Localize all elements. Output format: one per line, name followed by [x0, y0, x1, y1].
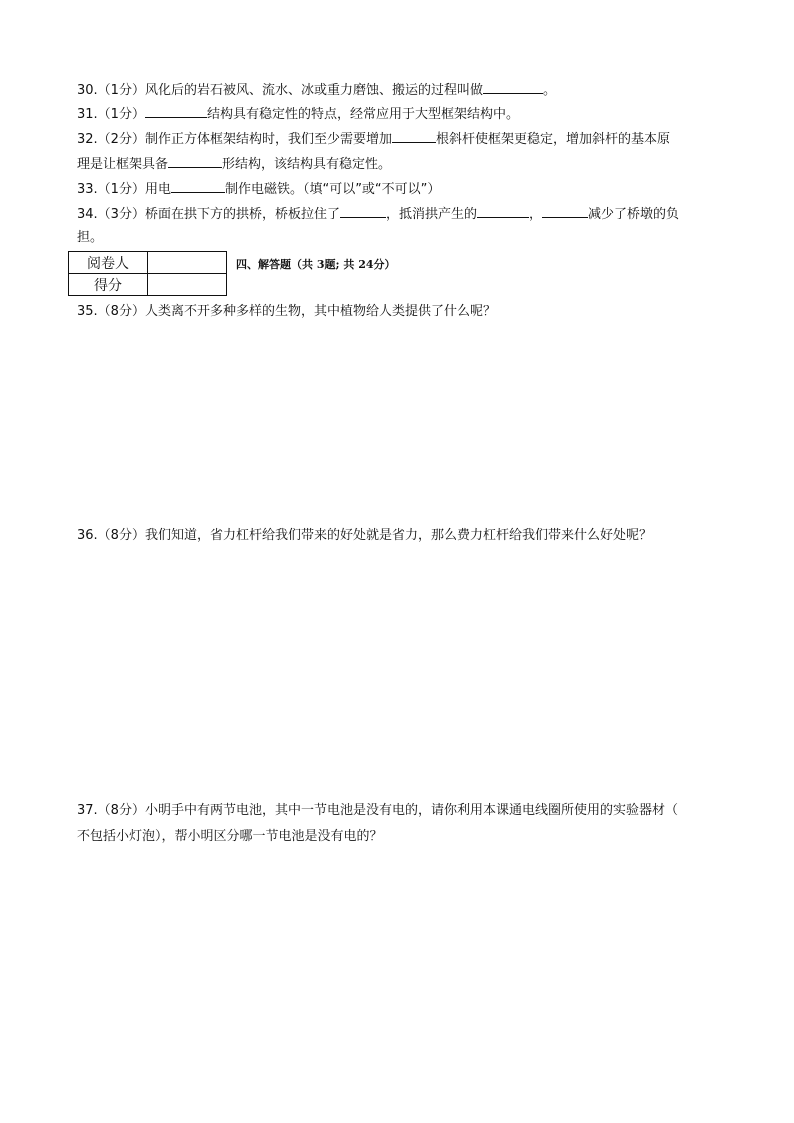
question-34-text-e: 担。 — [77, 230, 104, 245]
score-table-row — [69, 274, 227, 296]
question-33 — [77, 178, 440, 200]
question-30-text: 30.（1分）风化后的岩石被风、流水、冰或重力磨蚀、搬运的过程叫做 — [77, 83, 483, 98]
answer-area-36[interactable] — [77, 550, 717, 790]
answer-blank-30[interactable] — [483, 79, 543, 94]
score-table-row — [69, 252, 227, 274]
question-32-text-a: 32.（2分）制作正方体框架结构时，我们至少需要增加 — [77, 132, 392, 147]
question-34-text-b: ，抵消拱产生的 — [385, 207, 477, 222]
question-33-text-a: 33.（1分）用电 — [77, 182, 171, 197]
answer-blank-33[interactable] — [171, 178, 225, 193]
question-33-text-b: 制作电磁铁。（填“可以”或“不可以”） — [224, 182, 441, 197]
question-32-line1 — [77, 128, 670, 150]
question-34-text-c: ， — [528, 207, 542, 222]
question-37-line2: 不包括小灯泡），帮小明区分哪一节电池是没有电的？ — [77, 829, 383, 844]
grader-label: 阅卷人 — [69, 252, 148, 274]
question-32-line2 — [77, 153, 391, 175]
question-32-text-b: 根斜杆使框架更稳定，增加斜杆的基本原 — [435, 132, 670, 147]
score-cell[interactable] — [148, 274, 227, 296]
question-30-end: 。 — [542, 83, 556, 98]
question-32-text-c: 理是让框架具备 — [77, 157, 169, 172]
answer-blank-34b[interactable] — [477, 203, 529, 218]
score-label: 得分 — [69, 274, 148, 296]
question-34-line1 — [77, 203, 679, 225]
question-31 — [77, 103, 519, 125]
question-36: 36.（8分）我们知道，省力杠杆给我们带来的好处就是省力，那么费力杠杆给我们带来什么好处呢？ — [77, 528, 652, 543]
question-31-text: 结构具有稳定性的特点，经常应用于大型框架结构中。 — [206, 107, 519, 122]
answer-area-35[interactable] — [77, 326, 717, 516]
grader-cell[interactable] — [148, 252, 227, 274]
question-35: 35.（8分）人类离不开多种多样的生物，其中植物给人类提供了什么呢？ — [77, 304, 496, 319]
answer-area-37[interactable] — [77, 852, 717, 1072]
question-32-text-d: 形结构，该结构具有稳定性。 — [222, 157, 392, 172]
answer-blank-32a[interactable] — [392, 128, 436, 143]
question-34-text-d: 减少了桥墩的负 — [587, 207, 679, 222]
question-31-number: 31.（1分） — [77, 107, 145, 122]
answer-blank-34c[interactable] — [542, 203, 588, 218]
question-37-line1: 37.（8分）小明手中有两节电池，其中一节电池是没有电的，请你利用本课通电线圈所使用的实验器材（ — [77, 803, 678, 818]
question-34-line2 — [77, 228, 103, 248]
answer-blank-31[interactable] — [145, 103, 207, 118]
answer-blank-34a[interactable] — [340, 203, 386, 218]
question-30 — [77, 79, 556, 101]
answer-blank-32b[interactable] — [168, 153, 222, 168]
section-title: 四、解答题（共 3题; 共 24分） — [236, 258, 396, 271]
score-table — [68, 251, 227, 296]
question-34-text-a: 34.（3分）桥面在拱下方的拱桥，桥板拉住了 — [77, 207, 340, 222]
